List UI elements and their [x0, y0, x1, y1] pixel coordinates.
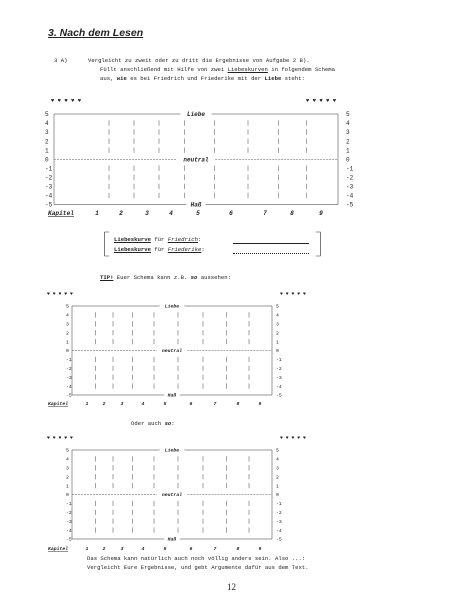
- y-tick-left: -1: [66, 502, 72, 508]
- y-tick-left: 5: [45, 111, 49, 119]
- y-tick-right: -4: [276, 384, 282, 390]
- y-tick-right: -4: [346, 192, 354, 200]
- x-axis-title: Kapitel: [48, 210, 74, 217]
- y-tick-right: 3: [276, 322, 279, 328]
- y-tick-right: -1: [346, 165, 354, 173]
- y-tick-right: -3: [346, 183, 354, 191]
- hearts-left: ♥ ♥ ♥ ♥ ♥: [50, 97, 82, 104]
- label-liebe: Liebe: [186, 111, 206, 119]
- y-tick-left: -5: [45, 201, 53, 209]
- y-tick-right: 5: [276, 304, 279, 310]
- page-number: 12: [227, 582, 236, 592]
- x-tick-label: 3: [145, 210, 149, 217]
- y-tick-left: -2: [45, 174, 53, 182]
- y-tick-right: 5: [276, 448, 279, 454]
- x-tick-label: 7: [263, 210, 267, 217]
- x-tick-label: 6: [189, 547, 193, 552]
- y-tick-left: 0: [66, 349, 69, 355]
- label-neutral: neutral: [161, 349, 183, 355]
- y-tick-left: 1: [66, 484, 69, 490]
- task-line-2-pre: Füllt anschließend mit Hilfe von zwei: [100, 66, 228, 73]
- legend-1-label: Liebeskurve: [114, 236, 151, 243]
- or-also-post: :: [171, 420, 175, 427]
- y-tick-right: 0: [276, 493, 279, 499]
- hearts-right: ♥ ♥ ♥ ♥ ♥: [280, 436, 306, 441]
- y-tick-left: -3: [66, 519, 72, 525]
- hearts-right: ♥ ♥ ♥ ♥ ♥: [305, 97, 337, 104]
- y-tick-right: -1: [276, 502, 282, 508]
- y-tick-left: 4: [66, 313, 69, 319]
- y-tick-right: 1: [276, 484, 279, 490]
- y-tick-right: 2: [346, 138, 350, 146]
- y-tick-right: 4: [346, 120, 350, 128]
- y-tick-right: 3: [346, 129, 350, 137]
- x-tick-label: 2: [102, 402, 106, 407]
- x-tick-label: 6: [189, 402, 193, 407]
- y-tick-right: 4: [276, 313, 279, 319]
- x-tick-label: 1: [95, 210, 99, 217]
- task-line-3-pre: aus,: [100, 75, 117, 82]
- y-tick-left: -4: [66, 528, 72, 534]
- x-tick-label: 8: [236, 547, 240, 552]
- y-tick-left: -4: [66, 384, 72, 390]
- x-tick-label: 8: [236, 402, 240, 407]
- tip-label: TIP!: [100, 274, 114, 281]
- x-tick-label: 3: [120, 547, 124, 552]
- y-tick-right: 2: [276, 331, 279, 337]
- y-tick-right: 5: [346, 111, 350, 119]
- y-tick-right: -4: [276, 528, 282, 534]
- y-tick-right: 4: [276, 457, 279, 463]
- y-tick-right: -1: [276, 358, 282, 364]
- y-tick-left: 5: [66, 304, 69, 310]
- y-tick-left: 1: [66, 340, 69, 346]
- y-tick-left: 3: [45, 129, 49, 137]
- tip-text-so: so: [190, 274, 198, 281]
- x-tick-label: 5: [163, 402, 167, 407]
- task-line-3-wie: wie: [116, 75, 127, 82]
- y-tick-left: -2: [66, 366, 72, 372]
- task-line-1: Vergleicht zu zweit oder zu dritt die Ergebnisse von Aufgabe 2 B).: [88, 57, 310, 64]
- y-tick-right: 1: [276, 340, 279, 346]
- x-tick-label: 7: [213, 547, 217, 552]
- y-tick-left: -1: [45, 165, 53, 173]
- legend-1-mid: für: [150, 236, 168, 243]
- y-tick-right: -2: [346, 174, 354, 182]
- legend-2-label: Liebeskurve: [114, 246, 151, 253]
- y-tick-right: 2: [276, 475, 279, 481]
- tip-text-pre: Euer Schema kann z.B.: [113, 274, 191, 281]
- x-tick-label: 2: [119, 210, 123, 217]
- x-tick-label: 5: [163, 547, 167, 552]
- y-tick-left: -5: [66, 537, 72, 543]
- x-axis-title: Kapitel: [48, 402, 69, 407]
- y-tick-right: -5: [276, 537, 282, 543]
- hearts-right: ♥ ♥ ♥ ♥ ♥: [280, 292, 306, 297]
- or-also-pre: Oder auch: [131, 420, 165, 427]
- y-tick-left: 3: [66, 466, 69, 472]
- x-tick-label: 1: [85, 547, 89, 552]
- liebeskurven-link: Liebeskurven: [227, 66, 268, 73]
- x-tick-label: 5: [196, 210, 200, 217]
- y-tick-left: 0: [45, 156, 49, 164]
- y-tick-left: 4: [45, 120, 49, 128]
- y-tick-left: 2: [45, 138, 49, 146]
- x-tick-label: 3: [120, 402, 124, 407]
- label-neutral: neutral: [183, 156, 209, 164]
- y-tick-left: 2: [66, 475, 69, 481]
- or-also-so: so: [164, 420, 172, 427]
- y-tick-right: 0: [276, 349, 279, 355]
- y-tick-right: -2: [276, 510, 282, 516]
- label-liebe: Liebe: [164, 304, 180, 310]
- task-line-2-post: in folgendem Schema: [267, 66, 335, 73]
- x-tick-label: 4: [169, 210, 173, 217]
- closing-line-2: Vergleicht Eure Ergebnisse, und gebt Argumente dafür aus dem Text.: [87, 564, 309, 571]
- x-tick-label: 4: [141, 547, 145, 552]
- y-tick-right: -2: [276, 366, 282, 372]
- task-line-3-post: steht:: [281, 75, 305, 82]
- closing-line-1: Das Schema kann natürlich auch noch völlig anders sein. Also ...:: [87, 555, 306, 562]
- y-tick-right: -5: [346, 201, 354, 209]
- y-tick-right: -3: [276, 375, 282, 381]
- y-tick-right: 1: [346, 147, 350, 155]
- legend-1-name: Friedrich: [167, 236, 198, 243]
- y-tick-right: 3: [276, 466, 279, 472]
- label-hass: Haß: [167, 537, 177, 543]
- y-tick-left: 3: [66, 322, 69, 328]
- label-hass: Haß: [167, 393, 177, 399]
- y-tick-left: -3: [66, 375, 72, 381]
- x-tick-label: 2: [102, 547, 106, 552]
- x-tick-label: 8: [290, 210, 294, 217]
- y-tick-left: 4: [66, 457, 69, 463]
- y-tick-left: -1: [66, 358, 72, 364]
- label-neutral: neutral: [161, 493, 183, 499]
- section-title: 3. Nach dem Lesen: [48, 27, 144, 39]
- x-tick-label: 4: [141, 402, 145, 407]
- y-tick-left: -2: [66, 510, 72, 516]
- legend-2-colon: :: [201, 246, 205, 253]
- task-line-3-liebe: Liebe: [264, 75, 282, 82]
- x-axis-title: Kapitel: [48, 547, 69, 552]
- y-tick-left: 0: [66, 493, 69, 499]
- y-tick-left: 2: [66, 331, 69, 337]
- x-tick-label: 9: [258, 402, 262, 407]
- y-tick-left: -5: [66, 393, 72, 399]
- y-tick-left: 1: [45, 147, 49, 155]
- legend-2-mid: für: [150, 246, 168, 253]
- y-tick-left: -3: [45, 183, 53, 191]
- task-line-3-mid: es bei Friedrich und Friederike mit der: [126, 75, 265, 82]
- hearts-left: ♥ ♥ ♥ ♥ ♥: [47, 436, 73, 441]
- legend-2-name: Friederike: [167, 246, 202, 253]
- legend-1-colon: :: [197, 236, 202, 243]
- y-tick-left: 5: [66, 448, 69, 454]
- x-tick-label: 7: [213, 402, 217, 407]
- x-tick-label: 1: [85, 402, 89, 407]
- y-tick-right: 0: [346, 156, 350, 164]
- y-tick-left: -4: [45, 192, 53, 200]
- tip-text-post: aussehen:: [197, 274, 231, 281]
- x-tick-label: 9: [319, 210, 323, 217]
- label-hass: Haß: [190, 201, 202, 209]
- y-tick-right: -3: [276, 519, 282, 525]
- hearts-left: ♥ ♥ ♥ ♥ ♥: [47, 292, 73, 297]
- y-tick-right: -5: [276, 393, 282, 399]
- x-tick-label: 9: [258, 547, 262, 552]
- label-liebe: Liebe: [164, 448, 180, 454]
- task-number: 3 A): [54, 57, 68, 64]
- x-tick-label: 6: [229, 210, 233, 217]
